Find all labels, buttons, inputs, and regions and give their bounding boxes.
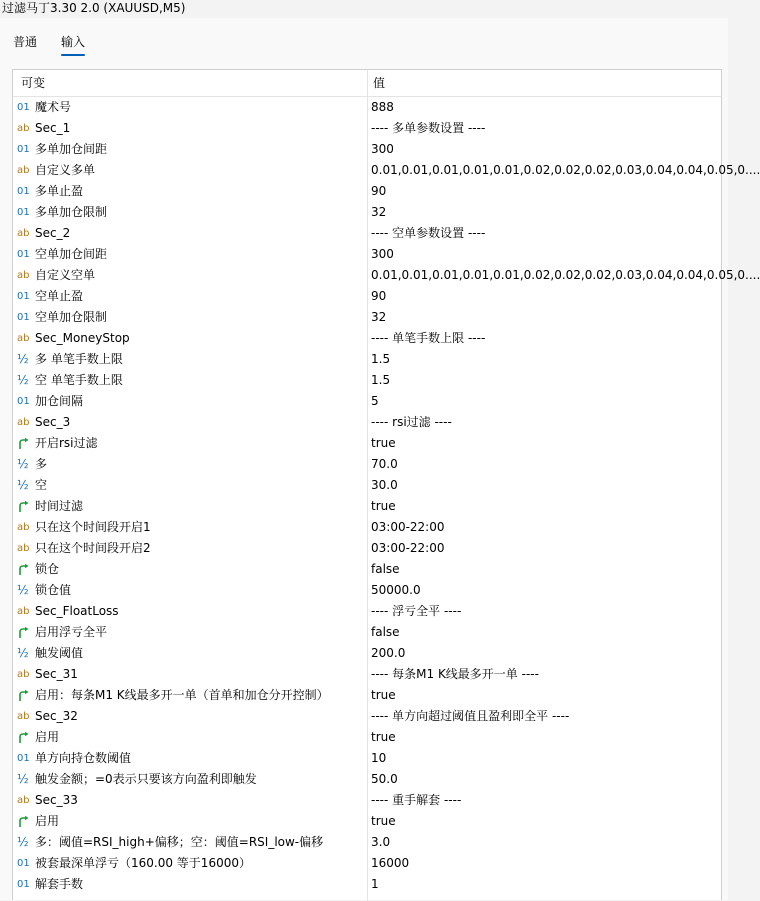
table-row[interactable] — [13, 559, 721, 580]
integer-type-icon: 01 — [17, 858, 30, 869]
parameter-name: 启用浮亏全平 — [35, 625, 108, 639]
parameter-name: 魔术号 — [35, 100, 72, 114]
parameter-name: 启用：每条M1 K线最多开一单（首单和加仓分开控制） — [35, 688, 329, 702]
parameter-value[interactable]: ---- 单笔手数上限 ---- — [371, 331, 486, 345]
parameter-name: 多 — [35, 457, 48, 471]
table-row[interactable] — [13, 664, 721, 685]
parameter-value[interactable]: true — [371, 730, 396, 744]
parameter-name: Sec_32 — [35, 709, 78, 723]
bool-type-icon — [17, 622, 33, 643]
parameter-value[interactable]: 32 — [371, 310, 387, 324]
header-value[interactable]: 值 — [373, 76, 386, 90]
parameter-value[interactable]: ---- 浮亏全平 ---- — [371, 604, 462, 618]
parameter-name: 空单加仓间距 — [35, 247, 108, 261]
parameter-value[interactable]: true — [371, 688, 396, 702]
parameter-value[interactable]: 3.0 — [371, 835, 391, 849]
parameter-value[interactable]: 1.5 — [371, 373, 391, 387]
table-row[interactable] — [13, 97, 721, 118]
active-tab-indicator — [61, 54, 85, 56]
parameter-name: 启用 — [35, 730, 60, 744]
parameter-value[interactable]: 300 — [371, 142, 394, 156]
integer-type-icon: 01 — [17, 144, 30, 155]
parameter-name: 多 单笔手数上限 — [35, 352, 123, 366]
table-row[interactable] — [13, 769, 721, 790]
parameter-name: 锁仓 — [35, 562, 60, 576]
parameter-name: 多单加仓限制 — [35, 205, 108, 219]
string-type-icon: ab — [17, 417, 30, 428]
double-type-icon: ½ — [17, 835, 29, 849]
parameter-name: 自定义多单 — [35, 163, 96, 177]
parameter-value[interactable]: 5 — [371, 394, 379, 408]
bool-type-icon — [17, 496, 33, 517]
table-row[interactable] — [13, 370, 721, 391]
parameter-value[interactable]: 03:00-22:00 — [371, 520, 445, 534]
parameter-name: 触发阈值 — [35, 646, 84, 660]
tab-bar — [0, 18, 728, 58]
parameter-value[interactable]: 1 — [371, 877, 379, 891]
window-title: 过滤马丁3.30 2.0 (XAUUSD,M5) — [0, 0, 728, 18]
parameter-name: 空 单笔手数上限 — [35, 373, 123, 387]
parameter-value[interactable]: false — [371, 625, 400, 639]
table-row[interactable] — [13, 244, 721, 265]
table-row[interactable] — [13, 202, 721, 223]
parameter-name: Sec_31 — [35, 667, 78, 681]
parameter-name: 只在这个时间段开启1 — [35, 520, 151, 534]
parameter-value[interactable]: 50.0 — [371, 772, 398, 786]
parameter-name: Sec_3 — [35, 415, 71, 429]
inputs-table[interactable] — [12, 69, 760, 900]
table-row[interactable] — [13, 475, 721, 496]
parameter-value[interactable]: ---- 单方向超过阈值且盈利即全平 ---- — [371, 709, 570, 723]
parameter-value[interactable]: 200.0 — [371, 646, 406, 660]
double-type-icon: ½ — [17, 457, 29, 471]
table-row[interactable] — [13, 307, 721, 328]
table-row[interactable] — [13, 727, 721, 748]
tab-common[interactable]: 普通 — [13, 35, 38, 49]
parameter-value[interactable]: 888 — [371, 100, 394, 114]
parameter-name: 空单加仓限制 — [35, 310, 108, 324]
table-row[interactable] — [13, 706, 721, 727]
table-row[interactable] — [13, 517, 721, 538]
parameter-value[interactable]: false — [371, 562, 400, 576]
string-type-icon: ab — [17, 165, 30, 176]
table-row[interactable] — [13, 601, 721, 622]
parameter-value[interactable]: ---- 多单参数设置 ---- — [371, 121, 486, 135]
bool-type-icon — [17, 433, 33, 454]
parameter-name: Sec_MoneyStop — [35, 331, 130, 345]
table-row[interactable] — [13, 874, 721, 895]
dialog-content — [0, 18, 760, 900]
string-type-icon: ab — [17, 123, 30, 134]
parameter-value[interactable]: 30.0 — [371, 478, 398, 492]
parameter-name: Sec_FloatLoss — [35, 604, 119, 618]
parameter-name: 空 — [35, 478, 48, 492]
string-type-icon: ab — [17, 669, 30, 680]
double-type-icon: ½ — [17, 352, 29, 366]
parameter-value[interactable]: 0.01,0.01,0.01,0.01,0.01,0.02,0.02,0.02,0.03,0.04,0.04,0.05,0.... — [371, 268, 760, 282]
double-type-icon: ½ — [17, 583, 29, 597]
table-row[interactable] — [13, 580, 721, 601]
table-row[interactable] — [13, 349, 721, 370]
double-type-icon: ½ — [17, 772, 29, 786]
table-row[interactable] — [13, 622, 721, 643]
parameter-name: 触发金额；=0表示只要该方向盈利即触发 — [35, 772, 257, 786]
parameter-value[interactable]: true — [371, 499, 396, 513]
parameter-name: 单方向持仓数阈值 — [35, 751, 132, 765]
bool-type-icon — [17, 685, 33, 706]
parameter-value[interactable]: 70.0 — [371, 457, 398, 471]
parameter-name: 解套手数 — [35, 877, 84, 891]
double-type-icon: ½ — [17, 373, 29, 387]
parameter-value[interactable]: 03:00-22:00 — [371, 541, 445, 555]
table-row[interactable] — [13, 496, 721, 517]
string-type-icon: ab — [17, 795, 30, 806]
parameter-value[interactable]: ---- 空单参数设置 ---- — [371, 226, 486, 240]
table-row[interactable] — [13, 538, 721, 559]
parameter-value[interactable]: 90 — [371, 289, 387, 303]
parameter-value[interactable]: true — [371, 436, 396, 450]
integer-type-icon: 01 — [17, 879, 30, 890]
bool-type-icon — [17, 559, 33, 580]
double-type-icon: ½ — [17, 646, 29, 660]
table-body — [13, 97, 760, 895]
table-row[interactable] — [13, 748, 721, 769]
integer-type-icon: 01 — [17, 102, 30, 113]
table-row[interactable] — [13, 853, 721, 874]
table-row[interactable] — [13, 118, 721, 139]
integer-type-icon: 01 — [17, 312, 30, 323]
table-row[interactable] — [13, 139, 721, 160]
table-row[interactable] — [13, 790, 721, 811]
parameter-value[interactable]: 1.5 — [371, 352, 391, 366]
table-row[interactable] — [13, 643, 721, 664]
double-type-icon: ½ — [17, 478, 29, 492]
table-row[interactable] — [13, 685, 721, 706]
parameter-name: 开启rsi过滤 — [35, 436, 98, 450]
string-type-icon: ab — [17, 228, 30, 239]
parameter-value[interactable]: 0.01,0.01,0.01,0.01,0.01,0.02,0.02,0.02,0.03,0.04,0.04,0.05,0.... — [371, 163, 760, 177]
parameter-name: 多单止盈 — [35, 184, 84, 198]
parameter-value[interactable]: 90 — [371, 184, 387, 198]
integer-type-icon: 01 — [17, 396, 30, 407]
table-row[interactable] — [13, 160, 760, 181]
integer-type-icon: 01 — [17, 186, 30, 197]
integer-type-icon: 01 — [17, 249, 30, 260]
parameter-value[interactable]: 300 — [371, 247, 394, 261]
parameter-value[interactable]: true — [371, 814, 396, 828]
parameter-name: Sec_1 — [35, 121, 71, 135]
integer-type-icon: 01 — [17, 291, 30, 302]
string-type-icon: ab — [17, 711, 30, 722]
parameter-name: 锁仓值 — [35, 583, 72, 597]
table-row[interactable] — [13, 328, 721, 349]
integer-type-icon: 01 — [17, 753, 30, 764]
parameter-name: 只在这个时间段开启2 — [35, 541, 151, 555]
string-type-icon: ab — [17, 606, 30, 617]
parameter-name: 被套最深单浮亏（160.00 等于16000） — [35, 856, 251, 870]
parameter-value[interactable]: 50000.0 — [371, 583, 421, 597]
table-row[interactable] — [13, 454, 721, 475]
parameter-value[interactable]: 10 — [371, 751, 387, 765]
table-row[interactable] — [13, 391, 721, 412]
parameter-name: 多单加仓间距 — [35, 142, 108, 156]
parameter-name: 多：阈值=RSI_high+偏移；空：阈值=RSI_low-偏移 — [35, 835, 324, 849]
parameter-name: Sec_33 — [35, 793, 78, 807]
table-row[interactable] — [13, 412, 721, 433]
table-row[interactable] — [13, 832, 721, 853]
parameter-name: 启用 — [35, 814, 60, 828]
parameter-value[interactable]: ---- 重手解套 ---- — [371, 793, 462, 807]
parameter-value[interactable]: 16000 — [371, 856, 410, 870]
parameter-value[interactable]: ---- rsi过滤 ---- — [371, 415, 452, 429]
tab-inputs[interactable]: 输入 — [61, 35, 86, 49]
parameter-name: 加仓间隔 — [35, 394, 84, 408]
parameter-value[interactable]: 32 — [371, 205, 387, 219]
table-row[interactable] — [13, 223, 721, 244]
table-row[interactable] — [13, 181, 721, 202]
parameter-name: 时间过滤 — [35, 499, 84, 513]
parameter-name: 空单止盈 — [35, 289, 84, 303]
string-type-icon: ab — [17, 543, 30, 554]
parameter-value[interactable]: ---- 每条M1 K线最多开一单 ---- — [371, 667, 539, 681]
table-row[interactable] — [13, 265, 760, 286]
bool-type-icon — [17, 727, 33, 748]
string-type-icon: ab — [17, 333, 30, 344]
parameter-name: Sec_2 — [35, 226, 71, 240]
table-row[interactable] — [13, 286, 721, 307]
bool-type-icon — [17, 811, 33, 832]
table-row[interactable] — [13, 433, 721, 454]
header-variable[interactable]: 可变 — [21, 76, 46, 90]
string-type-icon: ab — [17, 270, 30, 281]
parameter-name: 自定义空单 — [35, 268, 96, 282]
table-header — [13, 70, 721, 97]
integer-type-icon: 01 — [17, 207, 30, 218]
string-type-icon: ab — [17, 522, 30, 533]
table-row[interactable] — [13, 811, 721, 832]
